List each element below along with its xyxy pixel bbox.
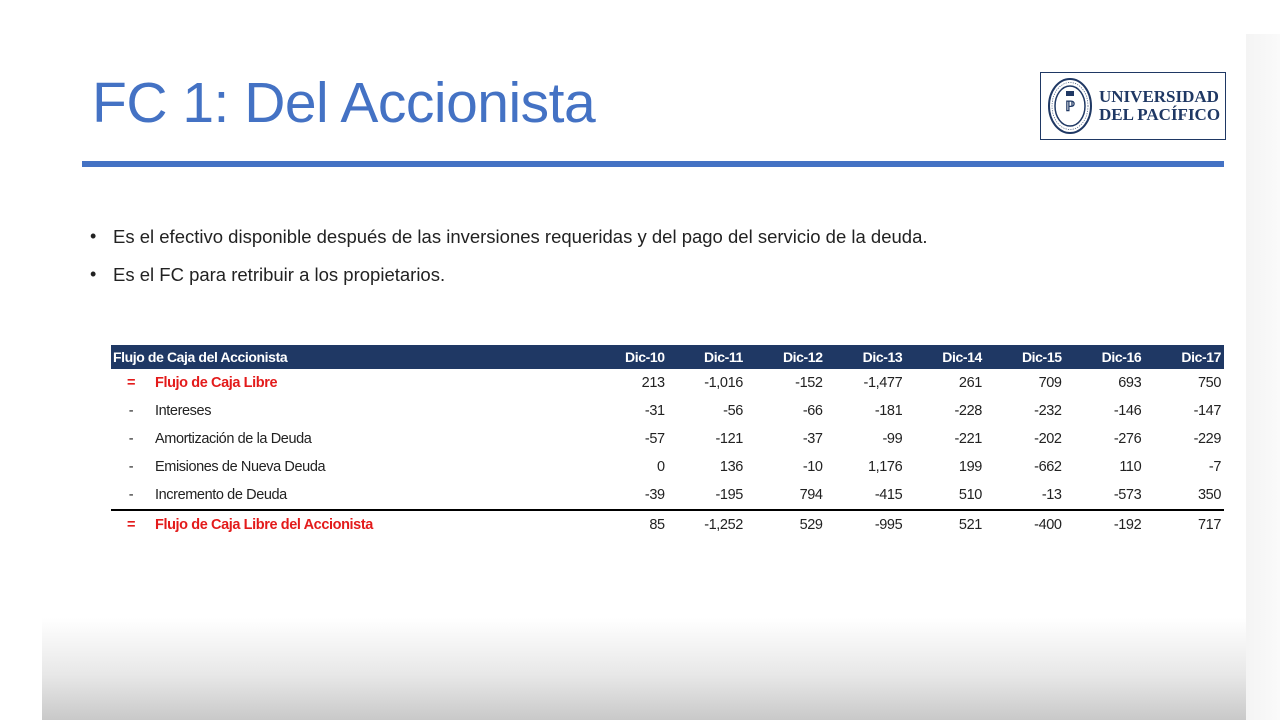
table-row [111, 481, 1224, 510]
table-cell: -662 [1034, 459, 1062, 475]
table-header-row [111, 345, 1224, 369]
table-cell: -229 [1193, 431, 1221, 447]
right-edge-shade [1246, 34, 1280, 720]
svg-text:ℙ: ℙ [1065, 100, 1075, 115]
table-cell: -99 [882, 431, 903, 447]
row-label: Flujo de Caja Libre [155, 375, 278, 391]
table-cell: -202 [1034, 431, 1062, 447]
table-cell: 510 [958, 487, 982, 503]
table-cell: 529 [746, 510, 826, 539]
column-header: Dic-11 [668, 345, 746, 369]
table-cell: 521 [905, 510, 985, 539]
table-cell: -232 [1034, 403, 1062, 419]
cash-flow-table [111, 345, 1224, 539]
table-cell: 693 [1118, 375, 1142, 391]
column-header: Dic-10 [588, 345, 668, 369]
university-seal-icon [1047, 77, 1093, 135]
table-cell: -573 [1113, 487, 1142, 503]
row-operator: = [126, 375, 136, 391]
table-cell: -121 [715, 431, 743, 447]
table-cell: -7 [1208, 459, 1221, 475]
table-total-row [111, 510, 1224, 539]
table-cell: 261 [958, 375, 982, 391]
logo-line-1: UNIVERSIDAD [1099, 87, 1219, 106]
table-cell: 1,176 [867, 459, 903, 475]
table-cell: 350 [1198, 487, 1221, 503]
bullet-dot: • [90, 264, 97, 284]
table-cell: 85 [588, 510, 668, 539]
table-cell: -66 [802, 403, 823, 419]
table-cell: 213 [641, 375, 665, 391]
table-cell: -10 [802, 459, 823, 475]
row-label: Intereses [155, 403, 212, 419]
column-header: Dic-12 [746, 345, 826, 369]
column-header: Dic-15 [985, 345, 1065, 369]
logo-line-2: DEL PACÍFICO [1099, 105, 1221, 124]
row-label: Amortización de la Deuda [155, 431, 312, 447]
table-row [111, 453, 1224, 481]
table-cell: -57 [644, 431, 665, 447]
table-header-label: Flujo de Caja del Accionista [111, 345, 588, 369]
table-cell: -37 [802, 431, 823, 447]
logo-wordmark [1099, 88, 1220, 124]
table-cell: -39 [644, 487, 665, 503]
table-cell: -1,477 [863, 375, 903, 391]
bullet-text: Es el FC para retribuir a los propietarios. [113, 264, 446, 285]
table-cell: -152 [795, 375, 823, 391]
table-cell: -195 [715, 487, 743, 503]
table-cell: -228 [954, 403, 982, 419]
row-label: Incremento de Deuda [155, 487, 287, 503]
table-cell: 717 [1144, 510, 1224, 539]
table-cell: 794 [799, 487, 823, 503]
table-cell: -147 [1193, 403, 1221, 419]
table-cell: -146 [1113, 403, 1142, 419]
table-row [111, 425, 1224, 453]
table-cell: -221 [954, 431, 982, 447]
table-cell: 709 [1038, 375, 1062, 391]
row-operator: - [128, 487, 134, 503]
table-cell: 136 [719, 459, 743, 475]
table-cell: -1,016 [704, 375, 743, 391]
bottom-shadow [42, 618, 1246, 720]
table-cell: -31 [644, 403, 665, 419]
row-label: Emisiones de Nueva Deuda [155, 459, 326, 475]
row-operator: = [111, 510, 151, 539]
row-operator: - [128, 431, 134, 447]
table-cell: 0 [657, 459, 665, 475]
row-label: Flujo de Caja Libre del Accionista [151, 510, 588, 539]
table-row [111, 369, 1224, 397]
table-cell: -276 [1113, 431, 1142, 447]
table-cell: -1,252 [668, 510, 746, 539]
table-cell: -56 [723, 403, 743, 419]
table-cell: -995 [826, 510, 906, 539]
bullet-text: Es el efectivo disponible después de las inversiones requeridas y del pago del servicio de la deuda. [113, 226, 928, 247]
title-underline [82, 161, 1224, 167]
table-cell: 750 [1198, 375, 1221, 391]
slide-title: FC 1: Del Accionista [92, 71, 596, 135]
table-cell: -181 [874, 403, 903, 419]
bullet-dot: • [90, 226, 97, 246]
table-cell: -13 [1041, 487, 1062, 503]
table-cell: 110 [1119, 459, 1142, 475]
column-header: Dic-16 [1065, 345, 1145, 369]
table-cell: -415 [874, 487, 903, 503]
row-operator: - [128, 459, 134, 475]
table-cell: -192 [1065, 510, 1145, 539]
university-logo [1040, 72, 1226, 140]
column-header: Dic-14 [905, 345, 985, 369]
table-cell: -400 [985, 510, 1065, 539]
table-row [111, 397, 1224, 425]
table-cell: 199 [958, 459, 982, 475]
column-header: Dic-13 [826, 345, 906, 369]
column-header: Dic-17 [1144, 345, 1224, 369]
row-operator: - [128, 403, 134, 419]
